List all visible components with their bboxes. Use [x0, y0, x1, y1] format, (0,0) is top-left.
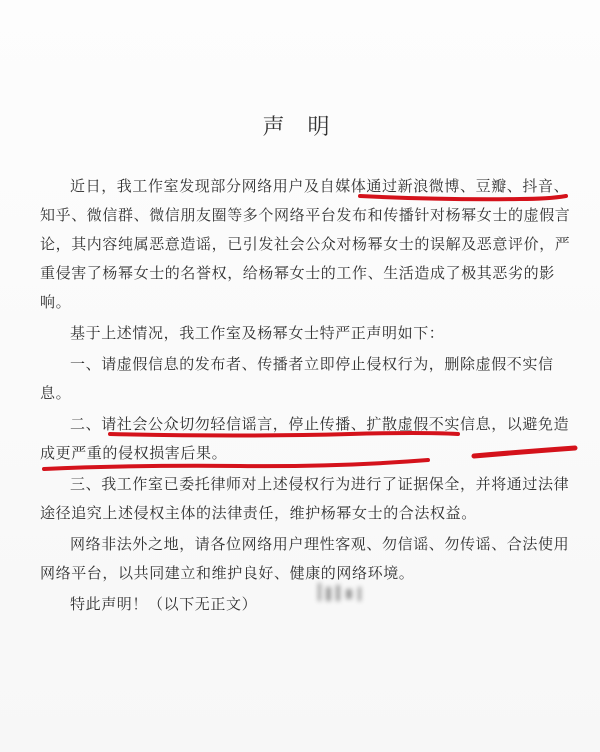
blurred-signature [300, 575, 390, 615]
document-body [40, 172, 580, 619]
paragraph-basis: 基于上述情况，我工作室及杨幂女士特严正声明如下： [70, 324, 445, 342]
paragraph-intro: 近日，我工作室发现部分网络用户及自媒体通过新浪微博、豆瓣、抖音、知乎、微信群、微信朋友圈等多个网络平台发布和传播针对杨幂女士的虚假言论，其内容纯属恶意造谣，已引发社会公众对杨幂女士的误解及恶意评价，严重侵害了杨幂女士的名誉权，给杨幂女士的工作、生活造成了极其恶劣的影响。 [40, 177, 571, 311]
paragraph-item-3: 三、我工作室已委托律师对上述侵权行为进行了证据保全，并将通过法律途径追究上述侵权主体的法律责任，维护杨幂女士的合法权益。 [40, 475, 570, 522]
paragraph-appeal: 网络非法外之地，请各位网络用户理性客观、勿信谣、勿传谣、合法使用网络平台，以共同建立和维护良好、健康的网络环境。 [40, 535, 570, 582]
document-title: 声 明 [262, 115, 338, 140]
paragraph-item-1: 一、请虚假信息的发布者、传播者立即停止侵权行为，删除虚假不实信息。 [40, 355, 554, 402]
paragraph-closing: 特此声明！（以下无正文） [70, 595, 258, 613]
paragraph-item-2: 二、请社会公众切勿轻信谣言，停止传播、扩散虚假不实信息，以避免造成更严重的侵权损害后果。 [40, 415, 570, 462]
